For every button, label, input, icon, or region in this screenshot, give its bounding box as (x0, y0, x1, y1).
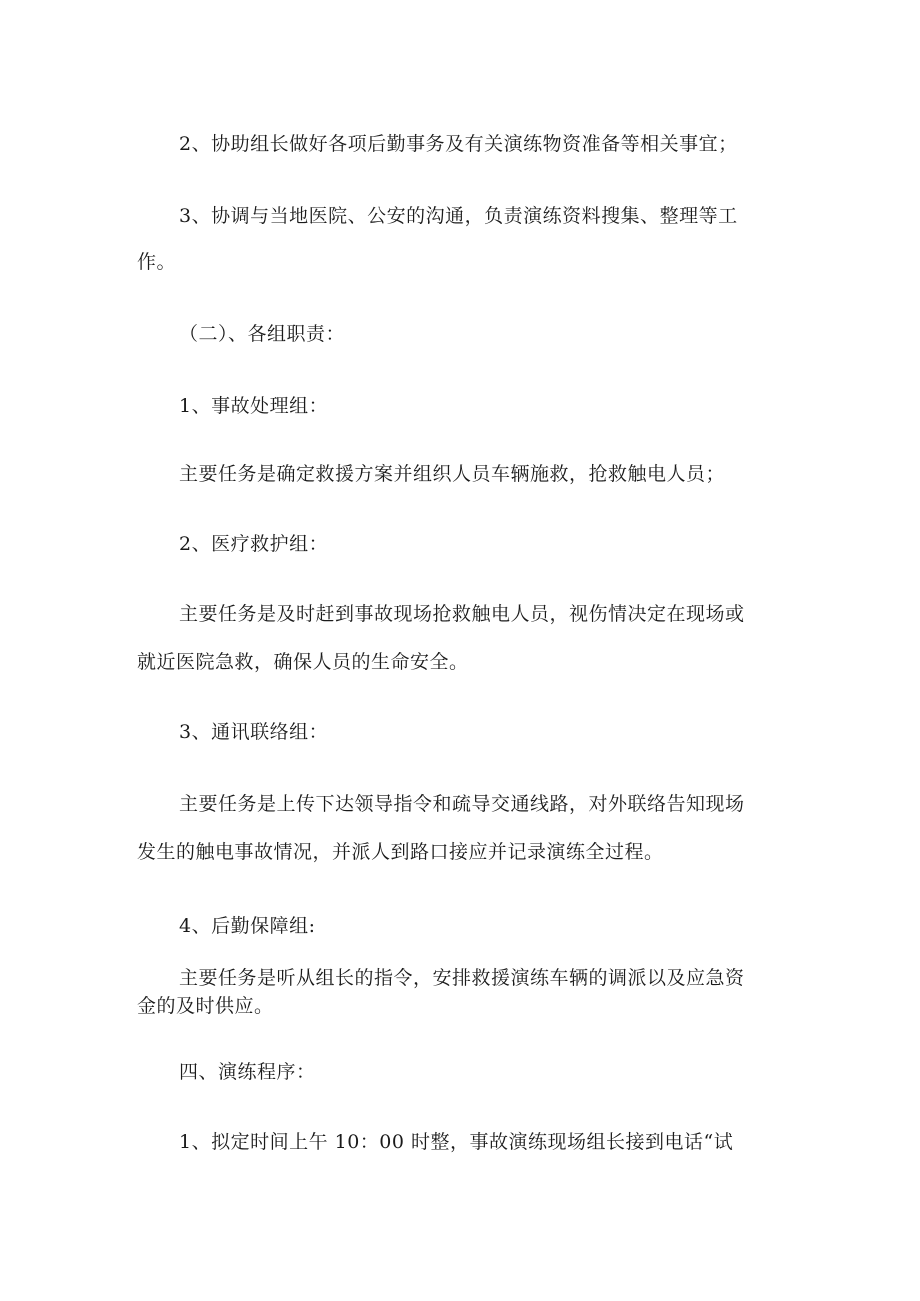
paragraph-communication-task-line2: 发生的触电事故情况，并派人到路口接应并记录演练全过程。 (137, 841, 664, 863)
paragraph-medical-task-line2: 就近医院急救，确保人员的生命安全。 (137, 651, 469, 673)
paragraph-communication-task-line1: 主要任务是上传下达领导指令和疏导交通线路，对外联络告知现场 (179, 793, 745, 815)
paragraph-coordination-duty-line2: 作。 (137, 251, 177, 273)
paragraph-accident-handling-task: 主要任务是确定救援方案并组织人员车辆施救，抢救触电人员； (179, 463, 726, 485)
paragraph-medical-task-line1: 主要任务是及时赶到事故现场抢救触电人员，视伤情决定在现场或 (179, 603, 745, 625)
paragraph-logistics-task-line1: 主要任务是听从组长的指令，安排救援演练车辆的调派以及应急资 (179, 967, 745, 989)
heading-communication-group: 3、通讯联络组： (179, 721, 329, 743)
heading-logistics-support-group: 4、后勤保障组: (179, 915, 316, 937)
paragraph-logistics-duty: 2、协助组长做好各项后勤事务及有关演练物资准备等相关事宜； (179, 133, 738, 155)
section-heading-group-duties: （二）、各组职责： (179, 323, 346, 345)
paragraph-coordination-duty-line1: 3、协调与当地医院、公安的沟通，负责演练资料搜集、整理等工 (179, 205, 738, 227)
paragraph-logistics-task-line2: 金的及时供应。 (137, 995, 274, 1017)
heading-accident-handling-group: 1、事故处理组： (179, 395, 329, 417)
paragraph-drill-step1: 1、拟定时间上午 10：00 时整，事故演练现场组长接到电话“试 (179, 1131, 734, 1153)
section-heading-drill-procedure: 四、演练程序： (179, 1061, 316, 1083)
heading-medical-rescue-group: 2、医疗救护组： (179, 533, 329, 555)
